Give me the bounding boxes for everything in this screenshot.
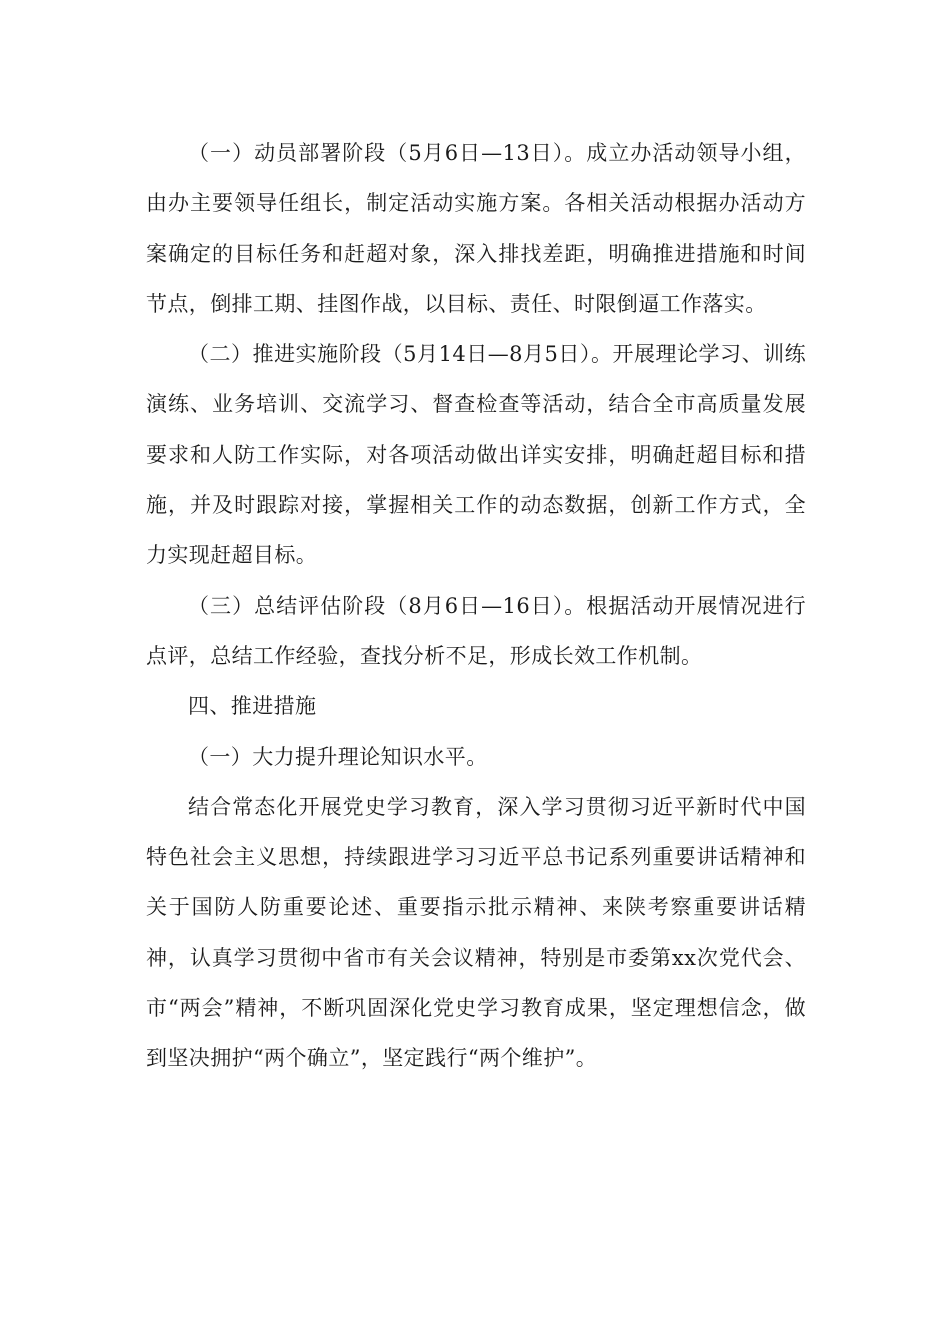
paragraph-stage-one: （一）动员部署阶段（5月6日—13日）。成立办活动领导小组，由办主要领导任组长，制定活动实施方案。各相关活动根据办活动方案确定的目标任务和赶超对象，深入排找差距，明确推进措施和时间节点，倒排工期、挂图作战，以目标、责任、时限倒逼工作落实。 bbox=[146, 141, 806, 316]
document-body bbox=[146, 128, 806, 1084]
section-heading-measures: 四、推进措施 bbox=[188, 694, 317, 719]
paragraph-stage-three: （三）总结评估阶段（8月6日—16日）。根据活动开展情况进行点评，总结工作经验，查找分析不足，形成长效工作机制。 bbox=[146, 593, 806, 668]
paragraph-theory-study: 结合常态化开展党史学习教育，深入学习贯彻习近平新时代中国特色社会主义思想，持续跟进学习习近平总书记系列重要讲话精神和关于国防人防重要论述、重要指示批示精神、来陕考察重要讲话精神，认真学习贯彻中省市有关会议精神，特别是市委第xx次党代会、市“两会”精神，不断巩固深化党史学习教育成果，坚定理想信念，做到坚决拥护“两个确立”，坚定践行“两个维护”。 bbox=[146, 794, 806, 1071]
paragraph-stage-two: （二）推进实施阶段（5月14日—8月5日）。开展理论学习、训练演练、业务培训、交流学习、督查检查等活动，结合全市高质量发展要求和人防工作实际，对各项活动做出详实安排，明确赶超目标和措施，并及时跟踪对接，掌握相关工作的动态数据，创新工作方式，全力实现赶超目标。 bbox=[146, 342, 806, 568]
subheading-theory: （一）大力提升理论知识水平。 bbox=[188, 744, 488, 769]
